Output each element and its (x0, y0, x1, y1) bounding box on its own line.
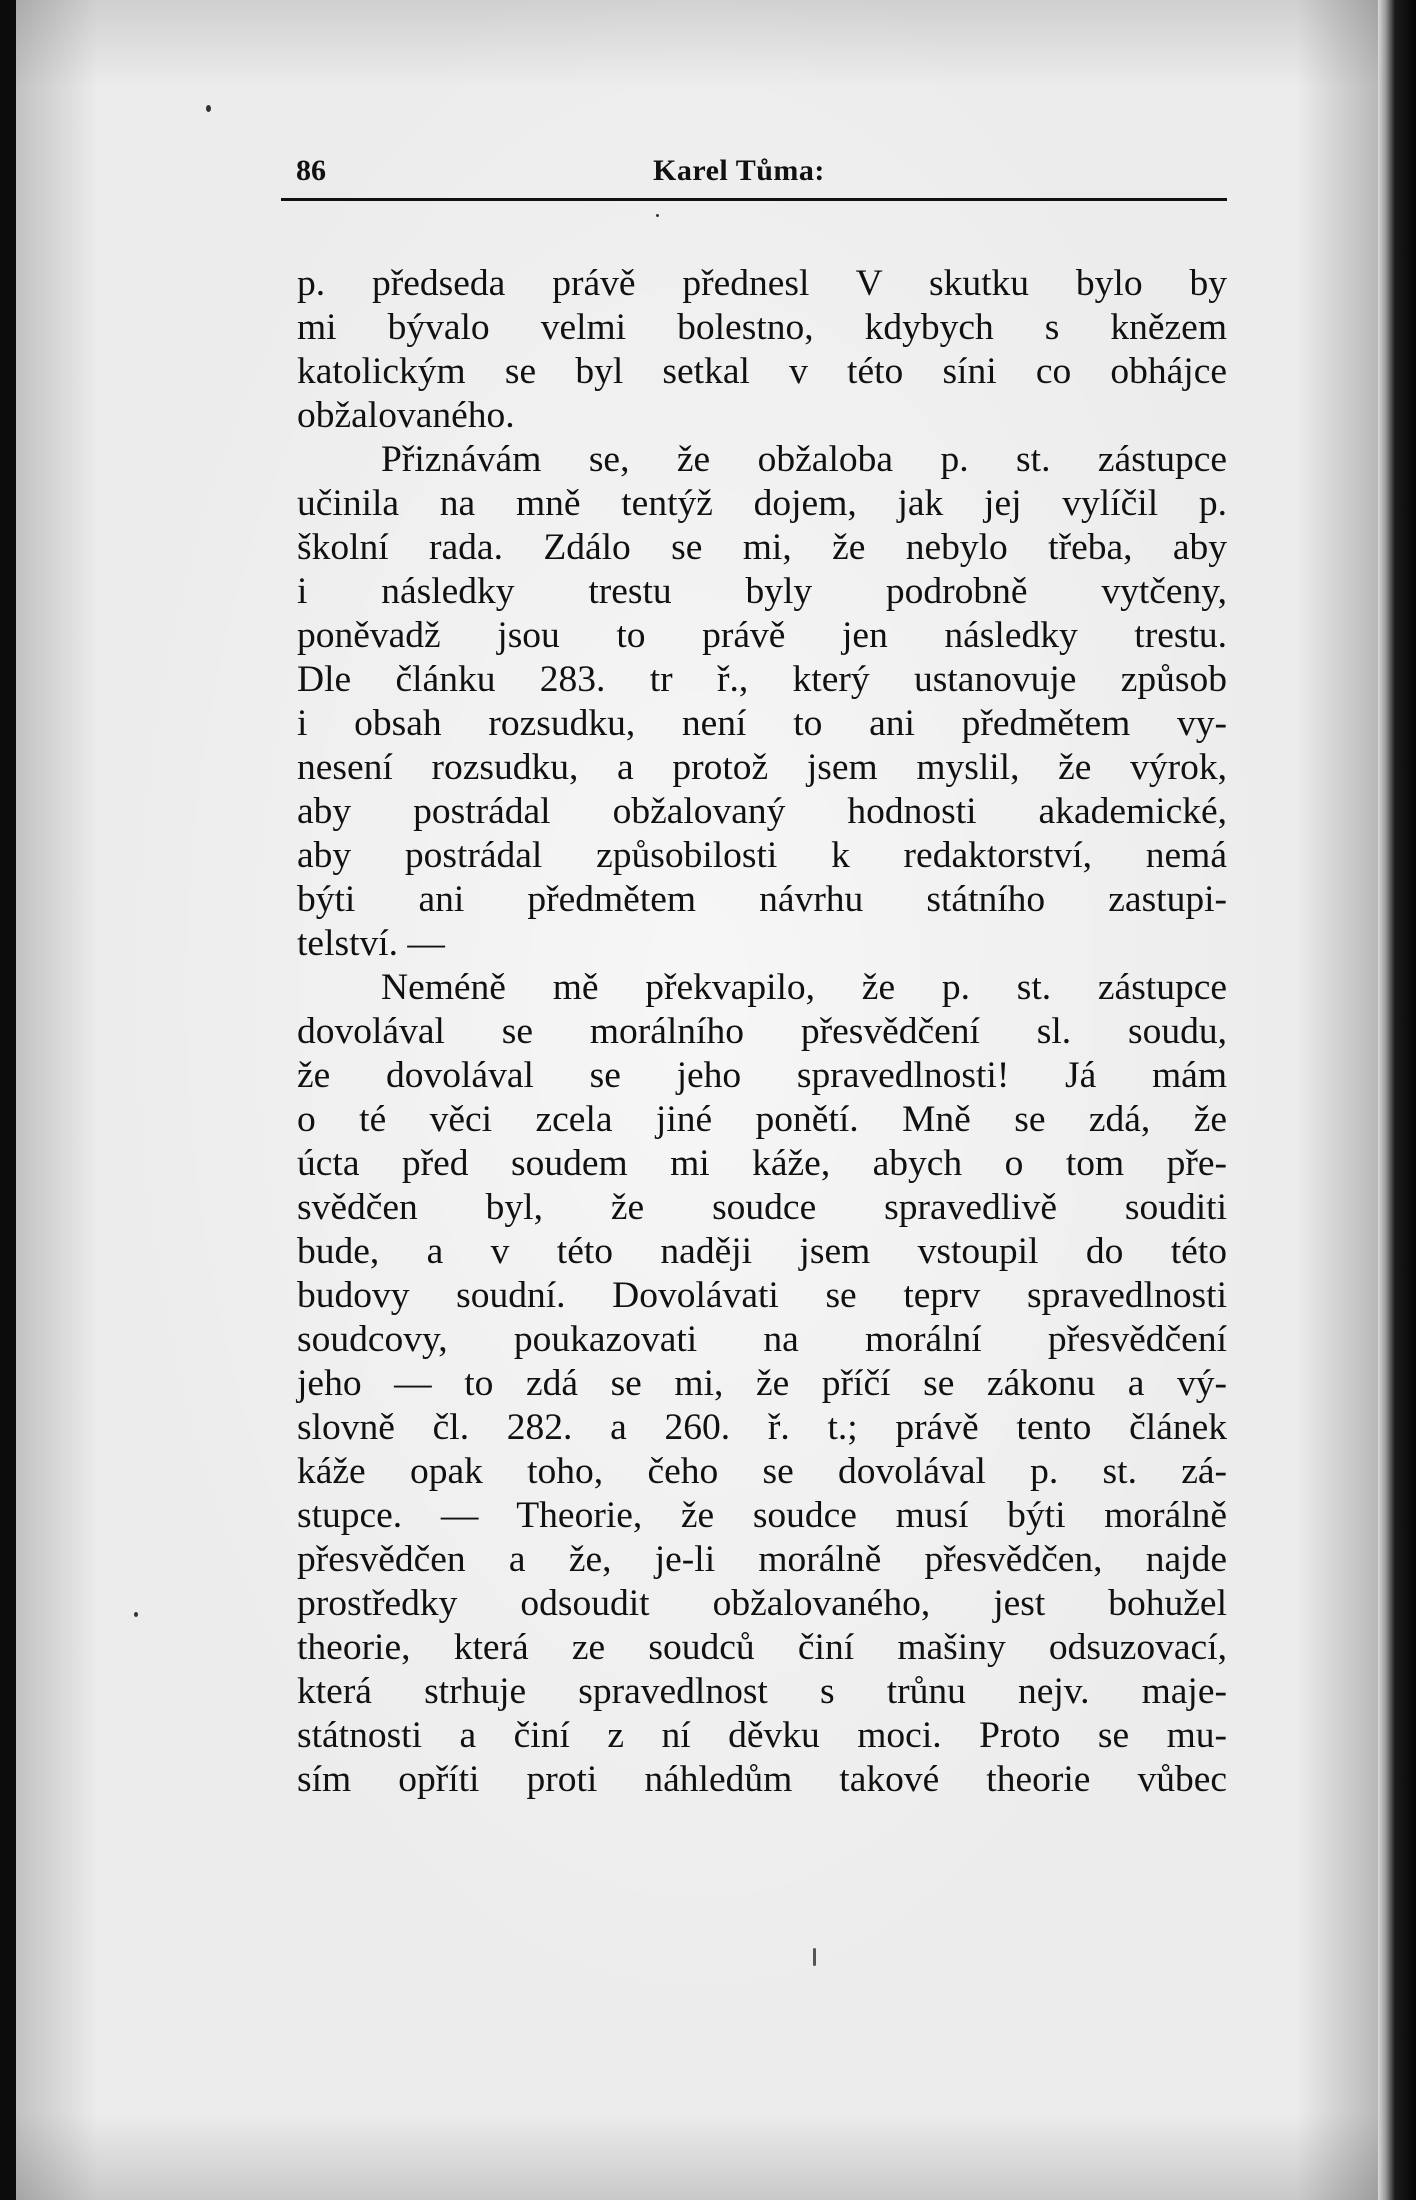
text-line: býti ani předmětem návrhu státního zastupi- (297, 879, 1227, 920)
text-line: sím opříti proti náhledům takové theorie vůbec (297, 1759, 1227, 1800)
text-line: obžalovaného. (297, 395, 515, 436)
print-speck (134, 1612, 138, 1617)
text-line: slovně čl. 282. a 260. ř. t.; právě tento článek (297, 1407, 1227, 1448)
text-line: soudcovy, poukazovati na morální přesvědčení (297, 1319, 1227, 1360)
text-line: i následky trestu byly podrobně vytčeny, (297, 571, 1227, 612)
paragraph-start-line: Neméně mě překvapilo, že p. st. zástupce (381, 967, 1227, 1008)
text-line: jeho — to zdá se mi, že příčí se zákonu a vý- (297, 1363, 1227, 1404)
text-line: nesení rozsudku, a protož jsem myslil, že výrok, (297, 747, 1227, 788)
text-line: státnosti a činí z ní děvku moci. Proto se mu- (297, 1715, 1227, 1756)
text-line: mi bývalo velmi bolestno, kdybych s knězem (297, 307, 1227, 348)
text-line: aby postrádal obžalovaný hodnosti akademické, (297, 791, 1227, 832)
text-line: telství. — (297, 923, 445, 964)
print-speck (656, 214, 659, 217)
book-page (16, 0, 1378, 2200)
text-line: aby postrádal způsobilosti k redaktorství, nemá (297, 835, 1227, 876)
page-header (281, 152, 1227, 201)
text-line: svědčen byl, že soudce spravedlivě souditi (297, 1187, 1227, 1228)
text-line: káže opak toho, čeho se dovolával p. st. zá- (297, 1451, 1227, 1492)
running-head: Karel Tůma: (653, 154, 825, 187)
text-line: dovolával se morálního přesvědčení sl. soudu, (297, 1011, 1227, 1052)
text-line: poněvadž jsou to právě jen následky trestu. (297, 615, 1227, 656)
text-line: školní rada. Zdálo se mi, že nebylo třeba, aby (297, 527, 1227, 568)
text-line: že dovolával se jeho spravedlnosti! Já mám (297, 1055, 1227, 1096)
text-line: bude, a v této naději jsem vstoupil do této (297, 1231, 1227, 1272)
text-line: úcta před soudem mi káže, abych o tom pře- (297, 1143, 1227, 1184)
book-binding-edge (1378, 0, 1416, 2200)
text-line: která strhuje spravedlnost s trůnu nejv. maje- (297, 1671, 1227, 1712)
text-line: p. předseda právě přednesl V skutku bylo by (297, 263, 1227, 304)
text-line: Dle článku 283. tr ř., který ustanovuje způsob (297, 659, 1227, 700)
paragraph-start-line: Přiznávám se, že obžaloba p. st. zástupce (381, 439, 1227, 480)
body-text (297, 262, 1227, 1802)
text-line: stupce. — Theorie, že soudce musí býti morálně (297, 1495, 1227, 1536)
text-line: prostředky odsoudit obžalovaného, jest bohužel (297, 1583, 1227, 1624)
text-line: přesvědčen a že, je-li morálně přesvědčen, najde (297, 1539, 1227, 1580)
text-line: budovy soudní. Dovolávati se teprv spravedlnosti (297, 1275, 1227, 1316)
text-line: o té věci zcela jiné ponětí. Mně se zdá, že (297, 1099, 1227, 1140)
text-line: katolickým se byl setkal v této síni co obhájce (297, 351, 1227, 392)
text-line: učinila na mně tentýž dojem, jak jej vylíčil p. (297, 483, 1227, 524)
text-line: theorie, která ze soudců činí mašiny odsuzovací, (297, 1627, 1227, 1668)
print-speck (813, 1948, 816, 1966)
page-number: 86 (296, 154, 326, 187)
text-line: i obsah rozsudku, není to ani předmětem vy- (297, 703, 1227, 744)
print-speck (206, 105, 211, 112)
